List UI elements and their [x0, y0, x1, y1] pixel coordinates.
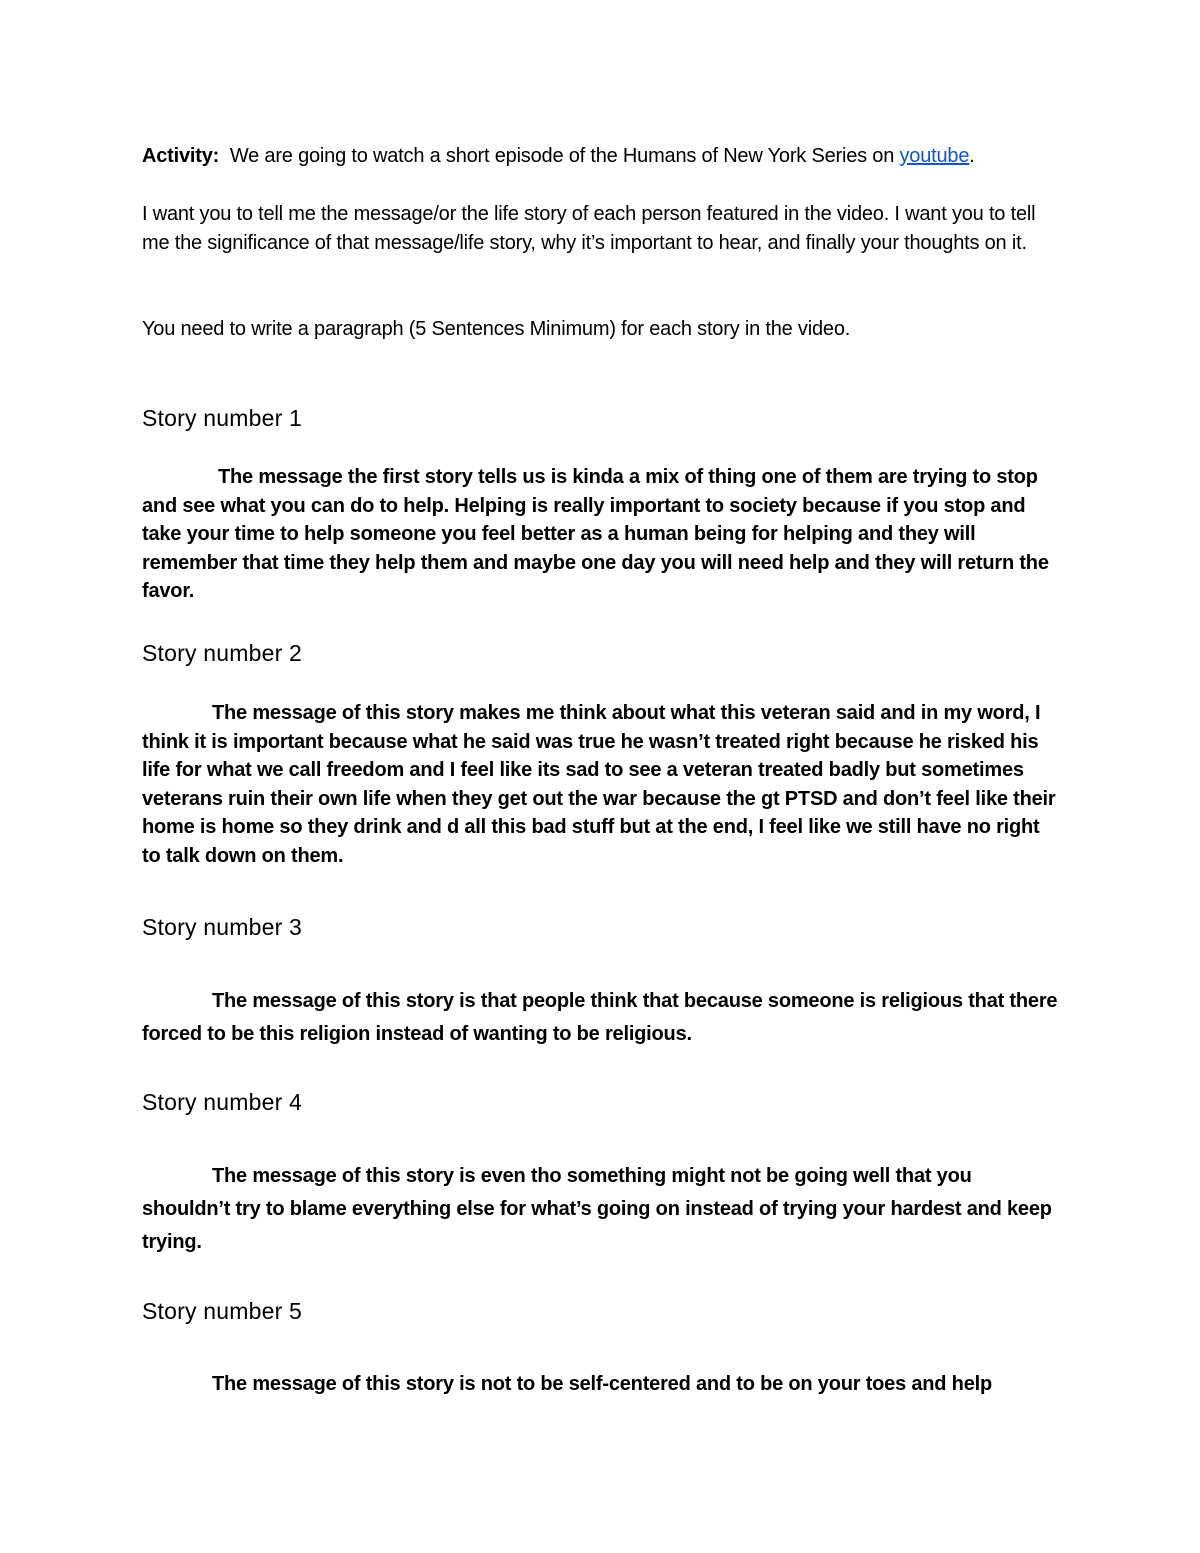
story-4-heading: Story number 4	[142, 1089, 303, 1115]
story-1-heading: Story number 1	[142, 405, 303, 431]
activity-text: We are going to watch a short episode of the Humans of New York Series on	[229, 145, 895, 167]
instructions-paragraph: I want you to tell me the message/or the life story of each person featured in the video. I want you to tell me the significance of that message/life story, why it’s important to hear, and finally your thoughts on it.	[142, 203, 1036, 254]
story-2-paragraph	[142, 699, 1062, 871]
story-1-paragraph	[142, 463, 1062, 606]
youtube-link[interactable]: youtube	[899, 145, 970, 167]
story-2-heading: Story number 2	[142, 640, 303, 666]
activity-line	[142, 142, 1062, 171]
story-2-text: The message of this story makes me think about what this veteran said and in my word, I think it is important because what he said was true he wasn’t treated right because he risked his life for what we call freedom and I feel like its sad to see a veteran treated badly but sometimes veterans ruin their own life when they get out the war because the gt PTSD and don’t feel like their home is home so they drink and d all this bad stuff but at the end, I feel like we still have no right to talk down on them.	[142, 702, 1056, 867]
story-3-heading: Story number 3	[142, 914, 303, 940]
activity-label: Activity:	[142, 145, 220, 167]
story-4-text: The message of this story is even tho something might not be going well that you shouldn’t try to blame everything else for what’s going on instead of trying your hardest and keep trying.	[142, 1165, 1052, 1253]
story-5-heading: Story number 5	[142, 1298, 303, 1324]
story-5-text: The message of this story is not to be self-centered and to be on your toes and help	[212, 1373, 992, 1395]
story-5-paragraph	[142, 1370, 1062, 1399]
activity-end: .	[969, 145, 975, 167]
requirement-paragraph: You need to write a paragraph (5 Sentences Minimum) for each story in the video.	[142, 318, 851, 340]
story-4-paragraph	[142, 1160, 1062, 1259]
story-3-paragraph	[142, 985, 1062, 1051]
story-3-text: The message of this story is that people think that because someone is religious that there forced to be this religion instead of wanting to be religious.	[142, 990, 1058, 1045]
story-1-text: The message the first story tells us is kinda a mix of thing one of them are trying to stop and see what you can do to help. Helping is really important to society because if you stop and take your time to help someone you feel better as a human being for helping and they will remember that time they help them and maybe one day you will need help and they will return the favor.	[142, 466, 1049, 603]
